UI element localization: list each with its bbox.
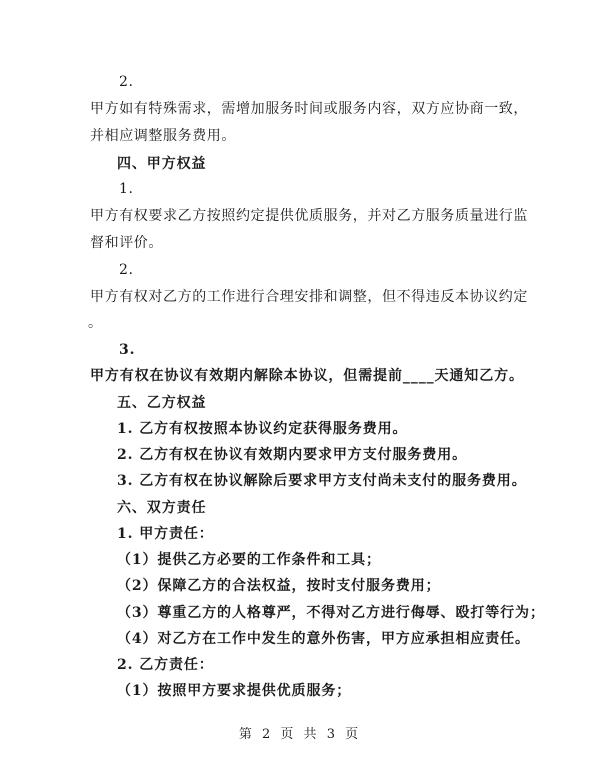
item-number: 2. [119, 262, 134, 278]
section-heading: 六、双方责任 [117, 500, 207, 516]
paragraph-line: 并相应调整服务费用。 [90, 128, 236, 144]
item-number: 3. [119, 342, 136, 358]
paragraph-line: 甲方有权对乙方的工作进行合理安排和调整，但不得违反本协议约定 [90, 289, 528, 305]
page-footer: 第 2 页 共 3 页 [238, 727, 362, 742]
sub-item: （4）对乙方在工作中发生的意外伤害，甲方应承担相应责任。 [117, 631, 530, 647]
paragraph-line: 甲方有权在协议有效期内解除本协议，但需提前____天通知乙方。 [90, 368, 524, 384]
paragraph-line: 督和评价。 [90, 235, 163, 251]
sub-item: （3）尊重乙方的人格尊严，不得对乙方进行侮辱、殴打等行为； [117, 605, 545, 621]
sub-item: （1）按照甲方要求提供优质服务； [117, 683, 352, 699]
list-item: 1. 甲方责任： [117, 526, 214, 542]
paragraph-line: 。 [88, 315, 103, 331]
list-item: 3. 乙方有权在协议解除后要求甲方支付尚未支付的服务费用。 [117, 473, 527, 489]
list-item: 2. 乙方责任： [117, 657, 214, 673]
list-item: 2. 乙方有权在协议有效期内要求甲方支付服务费用。 [117, 447, 467, 463]
section-heading: 四、甲方权益 [117, 156, 207, 172]
sub-item: （2）保障乙方的合法权益，按时支付服务费用； [117, 578, 441, 594]
sub-item: （1）提供乙方必要的工作条件和工具； [117, 552, 381, 568]
paragraph-line: 甲方如有特殊需求，需增加服务时间或服务内容，双方应协商一致， [90, 101, 528, 117]
item-number: 1. [119, 181, 134, 197]
list-item: 1. 乙方有权按照本协议约定获得服务费用。 [117, 421, 408, 437]
paragraph-line: 甲方有权要求乙方按照约定提供优质服务，并对乙方服务质量进行监 [90, 208, 528, 224]
section-heading: 五、乙方权益 [117, 395, 207, 411]
item-number: 2. [119, 74, 134, 90]
